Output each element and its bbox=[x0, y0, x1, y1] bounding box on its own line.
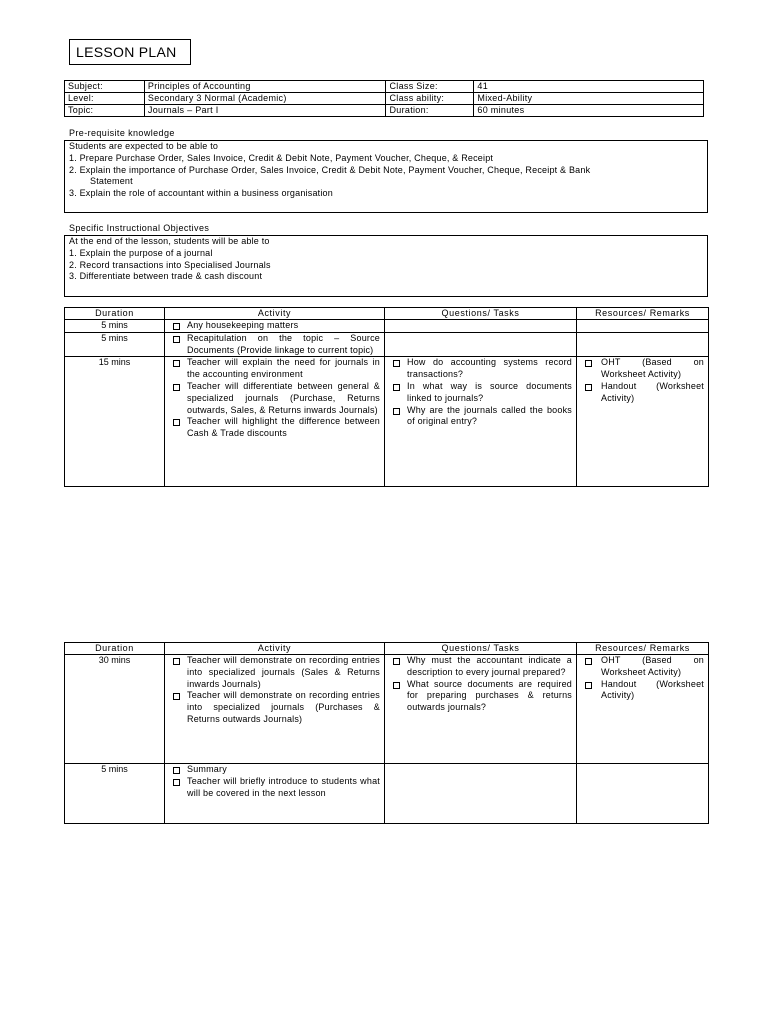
list-item: Why are the journals called the books of original entry? bbox=[389, 405, 572, 429]
activity-cell bbox=[165, 764, 385, 824]
questions-cell bbox=[385, 357, 577, 487]
checkbox-icon bbox=[173, 693, 180, 700]
prereq-item: 1. Prepare Purchase Order, Sales Invoice, Credit & Debit Note, Payment Voucher, Cheque, & Receipt bbox=[69, 152, 494, 163]
class-size-label: Class Size: bbox=[386, 81, 474, 93]
objective-item: 3. Differentiate between trade & cash discount bbox=[69, 271, 263, 282]
activity-cell bbox=[165, 332, 385, 357]
level-label: Level: bbox=[65, 93, 145, 105]
list-item: OHT (Based on Worksheet Activity) bbox=[581, 357, 704, 381]
list-item: What source documents are required for preparing purchases & returns outwards journals? bbox=[389, 679, 572, 714]
activity-cell bbox=[165, 655, 385, 764]
resources-cell bbox=[577, 320, 709, 333]
objective-item: 1. Explain the purpose of a journal bbox=[69, 247, 213, 258]
resources-cell bbox=[577, 655, 709, 764]
list-item: Handout (Worksheet Activity) bbox=[581, 679, 704, 703]
prereq-item: 3. Explain the role of accountant within a business organisation bbox=[69, 188, 333, 199]
topic-value: Journals – Part I bbox=[144, 105, 386, 117]
resources-cell bbox=[577, 332, 709, 357]
duration-cell: 5 mins bbox=[65, 764, 165, 824]
duration-label: Duration: bbox=[386, 105, 474, 117]
list-item: Teacher will briefly introduce to students what will be covered in the next lesson bbox=[169, 776, 380, 800]
duration-cell: 5 mins bbox=[65, 320, 165, 333]
checkbox-icon bbox=[173, 336, 180, 343]
class-ability-label: Class ability: bbox=[386, 93, 474, 105]
list-item: In what way is source documents linked to journals? bbox=[389, 381, 572, 405]
list-item: How do accounting systems record transactions? bbox=[389, 357, 572, 381]
checkbox-icon bbox=[393, 360, 400, 367]
resources-cell bbox=[577, 357, 709, 487]
prereq-item: Statement bbox=[90, 176, 133, 187]
activity-header: Activity bbox=[165, 308, 385, 320]
page-title: LESSON PLAN bbox=[69, 39, 191, 65]
resources-cell bbox=[577, 764, 709, 824]
lesson-plan-table-1 bbox=[64, 307, 709, 487]
lesson-info-table bbox=[64, 80, 704, 117]
checkbox-icon bbox=[173, 419, 180, 426]
activity-header: Activity bbox=[165, 643, 385, 655]
checkbox-icon bbox=[585, 682, 592, 689]
duration-value: 60 minutes bbox=[474, 105, 704, 117]
list-item: OHT (Based on Worksheet Activity) bbox=[581, 655, 704, 679]
checkbox-icon bbox=[173, 323, 180, 330]
checkbox-icon bbox=[585, 658, 592, 665]
questions-cell bbox=[385, 332, 577, 357]
duration-header: Duration bbox=[65, 308, 165, 320]
list-item: Any housekeeping matters bbox=[169, 320, 380, 332]
topic-label: Topic: bbox=[65, 105, 145, 117]
checkbox-icon bbox=[173, 779, 180, 786]
checkbox-icon bbox=[393, 408, 400, 415]
lesson-plan-table-2 bbox=[64, 642, 709, 824]
list-item: Teacher will demonstrate on recording entries into specialized journals (Sales & Returns inwards Journals) bbox=[169, 655, 380, 690]
duration-cell: 30 mins bbox=[65, 655, 165, 764]
level-value: Secondary 3 Normal (Academic) bbox=[144, 93, 386, 105]
resources-header: Resources/ Remarks bbox=[577, 643, 709, 655]
checkbox-icon bbox=[393, 658, 400, 665]
checkbox-icon bbox=[173, 384, 180, 391]
checkbox-icon bbox=[393, 384, 400, 391]
duration-cell: 15 mins bbox=[65, 357, 165, 487]
class-ability-value: Mixed-Ability bbox=[474, 93, 704, 105]
activity-cell bbox=[165, 320, 385, 333]
subject-value: Principles of Accounting bbox=[144, 81, 386, 93]
checkbox-icon bbox=[585, 384, 592, 391]
prereq-heading: Pre-requisite knowledge bbox=[69, 128, 175, 138]
list-item: Teacher will differentiate between general & specialized journals (Purchase, Returns outwards, Sales, & Returns inwards Journals) bbox=[169, 381, 380, 416]
objective-item: 2. Record transactions into Specialised Journals bbox=[69, 259, 271, 270]
class-size-value: 41 bbox=[474, 81, 704, 93]
list-item: Teacher will highlight the difference between Cash & Trade discounts bbox=[169, 416, 380, 440]
checkbox-icon bbox=[585, 360, 592, 367]
list-item: Teacher will demonstrate on recording entries into specialized journals (Purchases & Returns outwards Journals) bbox=[169, 690, 380, 725]
duration-cell: 5 mins bbox=[65, 332, 165, 357]
table-row bbox=[65, 320, 709, 333]
objectives-box bbox=[64, 235, 708, 297]
list-item: Summary bbox=[169, 764, 380, 776]
subject-label: Subject: bbox=[65, 81, 145, 93]
prereq-box bbox=[64, 140, 708, 213]
questions-cell bbox=[385, 320, 577, 333]
table-row bbox=[65, 357, 709, 487]
table-row bbox=[65, 655, 709, 764]
table-row bbox=[65, 764, 709, 824]
prereq-intro: Students are expected to be able to bbox=[69, 141, 219, 151]
resources-header: Resources/ Remarks bbox=[577, 308, 709, 320]
duration-header: Duration bbox=[65, 643, 165, 655]
table-row bbox=[65, 332, 709, 357]
list-item: Recapitulation on the topic – Source Documents (Provide linkage to current topic) bbox=[169, 333, 380, 357]
questions-header: Questions/ Tasks bbox=[385, 308, 577, 320]
list-item: Why must the accountant indicate a description to every journal prepared? bbox=[389, 655, 572, 679]
objectives-intro: At the end of the lesson, students will be able to bbox=[69, 236, 270, 246]
activity-cell bbox=[165, 357, 385, 487]
checkbox-icon bbox=[393, 682, 400, 689]
checkbox-icon bbox=[173, 767, 180, 774]
questions-cell bbox=[385, 764, 577, 824]
checkbox-icon bbox=[173, 658, 180, 665]
questions-cell bbox=[385, 655, 577, 764]
checkbox-icon bbox=[173, 360, 180, 367]
list-item: Teacher will explain the need for journals in the accounting environment bbox=[169, 357, 380, 381]
prereq-item: 2. Explain the importance of Purchase Order, Sales Invoice, Credit & Debit Note, Payment Voucher, Cheque, Receipt & Bank bbox=[69, 164, 591, 175]
list-item: Handout (Worksheet Activity) bbox=[581, 381, 704, 405]
objectives-heading: Specific Instructional Objectives bbox=[69, 223, 210, 233]
questions-header: Questions/ Tasks bbox=[385, 643, 577, 655]
